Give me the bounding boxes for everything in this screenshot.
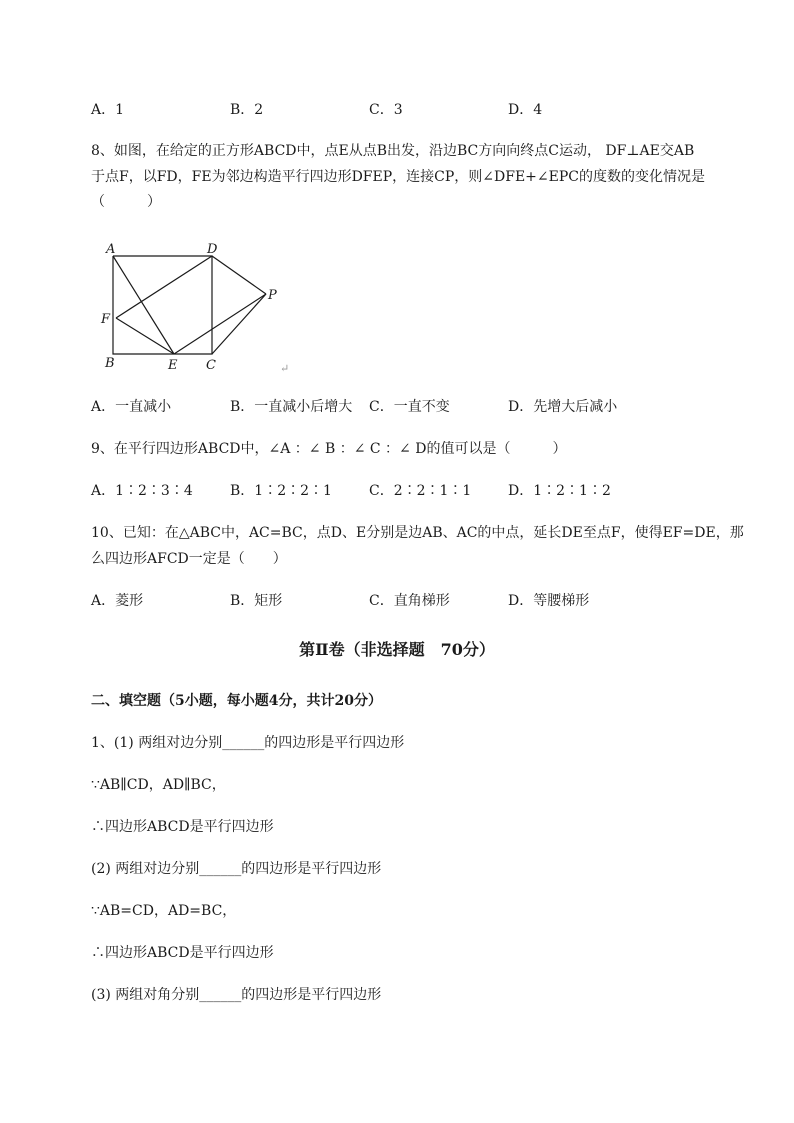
label-a: A bbox=[106, 242, 116, 257]
fill-line-4: (2) 两组对边分别______的四边形是平行四边形 bbox=[91, 861, 382, 877]
q8-geometry-figure bbox=[98, 238, 288, 373]
q7-option-b: B．2 bbox=[230, 102, 264, 118]
q10-option-a: A．菱形 bbox=[91, 593, 144, 609]
q8-text-line-1: 8、如图，在给定的正方形ABCD中，点E从点B出发，沿边BC方向向终点C运动， DF⊥AE交AB bbox=[91, 143, 695, 159]
return-mark: ↵ bbox=[280, 362, 290, 375]
fill-line-1: 1、(1) 两组对边分别______的四边形是平行四边形 bbox=[91, 735, 405, 751]
q7-option-a: A．1 bbox=[91, 102, 125, 118]
q10-option-c: C．直角梯形 bbox=[369, 593, 450, 609]
label-f: F bbox=[101, 312, 111, 327]
q9-option-d: D．1∶2∶1∶2 bbox=[508, 483, 611, 499]
q10-option-d: D．等腰梯形 bbox=[508, 593, 590, 609]
q10-text-line-1: 10、已知：在△ABC中，AC=BC，点D、E分别是边AB、AC的中点，延长DE至点F，使得EF=DE，那 bbox=[91, 525, 744, 541]
q9-option-b: B．1∶2∶2∶1 bbox=[230, 483, 332, 499]
q8-option-b: B．一直减小后增大 bbox=[230, 399, 353, 415]
segment-fe bbox=[116, 318, 174, 354]
q9-option-c: C．2∶2∶1∶1 bbox=[369, 483, 472, 499]
label-d: D bbox=[207, 242, 218, 257]
q9-option-a: A．1∶2∶3∶4 bbox=[91, 483, 193, 499]
q10-text-line-2: 么四边形AFCD一定是（ ） bbox=[91, 551, 287, 567]
fill-line-5: ∵AB=CD，AD=BC， bbox=[91, 903, 237, 919]
q8-text-line-3: （ ） bbox=[91, 194, 161, 210]
label-e: E bbox=[168, 358, 178, 373]
q9-text-line-1: 9、在平行四边形ABCD中，∠A ：∠ B ：∠ C ：∠ D的值可以是（ ） bbox=[91, 441, 567, 457]
label-p: P bbox=[268, 288, 277, 303]
fill-line-7: (3) 两组对角分别______的四边形是平行四边形 bbox=[91, 987, 382, 1003]
section-two-heading: 二、填空题（5小题，每小题4分，共计20分） bbox=[91, 693, 382, 709]
part-two-title: 第Ⅱ卷（非选择题 70分） bbox=[299, 640, 495, 659]
q8-option-c: C．一直不变 bbox=[369, 399, 450, 415]
q10-option-b: B．矩形 bbox=[230, 593, 283, 609]
label-b: B bbox=[105, 356, 115, 371]
q7-option-c: C．3 bbox=[369, 102, 403, 118]
label-c: C bbox=[206, 358, 216, 373]
segment-dp bbox=[212, 256, 266, 294]
q8-option-a: A．一直减小 bbox=[91, 399, 172, 415]
fill-line-2: ∵AB∥CD，AD∥BC， bbox=[91, 777, 226, 793]
segment-df bbox=[116, 256, 212, 318]
q8-option-d: D．先增大后减小 bbox=[508, 399, 618, 415]
q7-option-d: D．4 bbox=[508, 102, 543, 118]
fill-line-3: ∴四边形ABCD是平行四边形 bbox=[91, 819, 274, 835]
fill-line-6: ∴四边形ABCD是平行四边形 bbox=[91, 945, 274, 961]
segment-ae bbox=[113, 256, 174, 354]
q8-text-line-2: 于点F，以FD，FE为邻边构造平行四边形DFEP，连接CP，则∠DFE+∠EPC的度数的变化情况是 bbox=[91, 169, 705, 185]
